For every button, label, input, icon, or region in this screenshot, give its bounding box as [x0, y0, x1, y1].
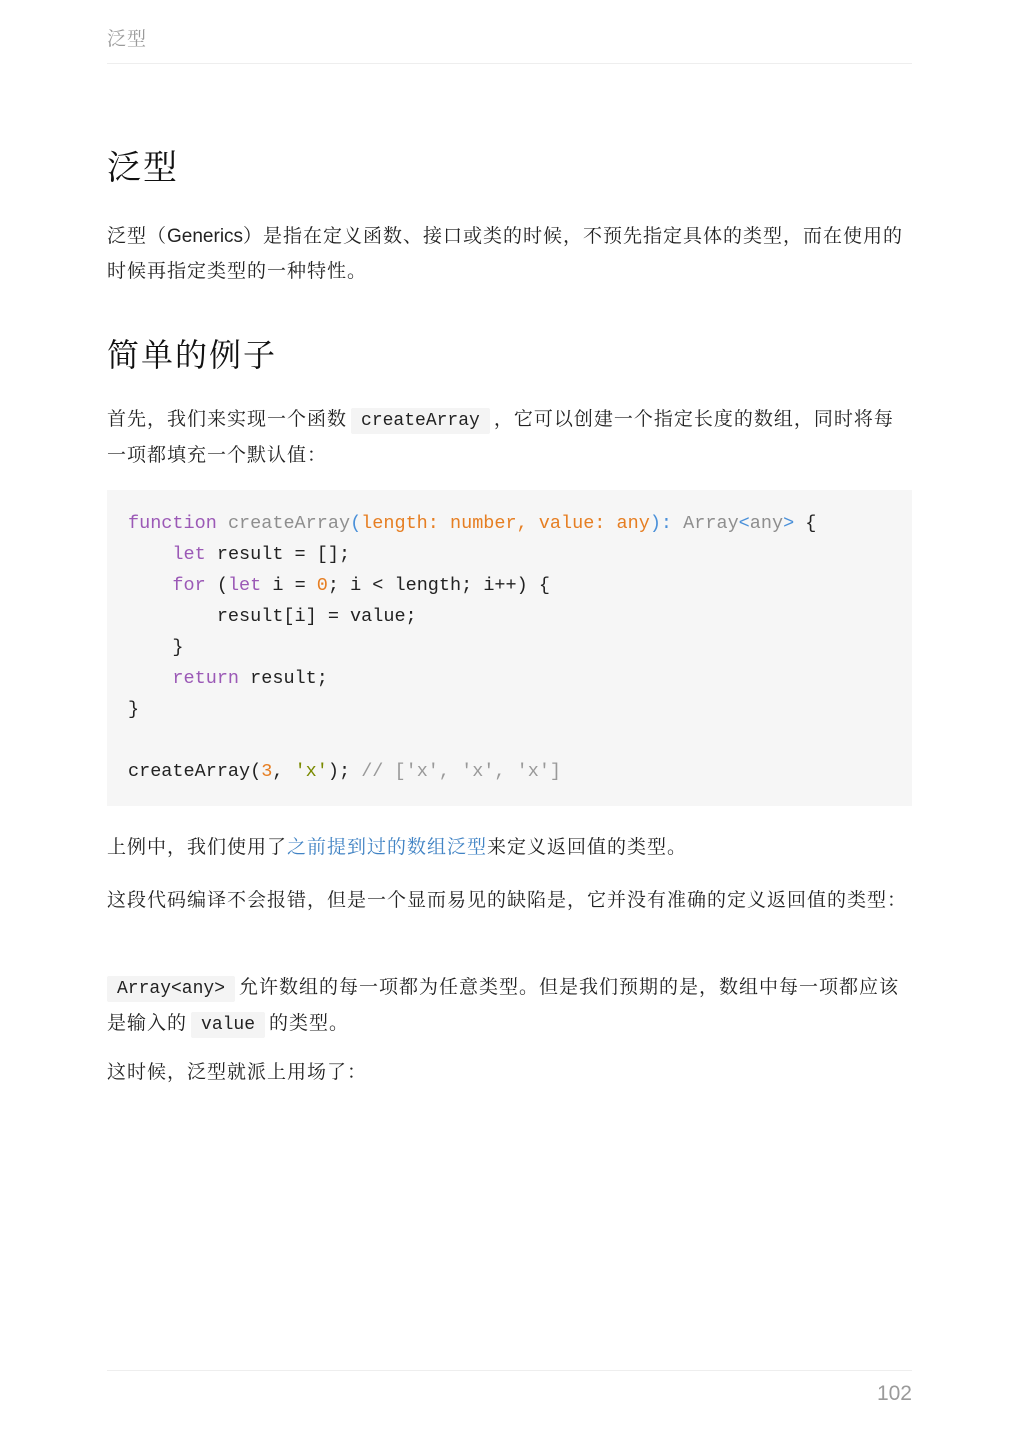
code-keyword: let [227, 575, 262, 596]
code-text: ; i < length; i++) { [327, 575, 550, 596]
code-indent [128, 575, 172, 596]
code-text: , [272, 761, 295, 782]
p2-text-start: 上例中，我们使用了 [107, 836, 288, 858]
code-generic-type: any [749, 513, 784, 534]
code-text: ( [205, 575, 228, 596]
code-keyword: for [172, 575, 206, 596]
page-number: 102 [876, 1382, 912, 1405]
code-number: 3 [261, 761, 273, 782]
code-punct: ): [649, 513, 673, 534]
p4-text-mid: 允许数组的每一项都为任意类型。但是我们预期的是，数组中每一项都应该是输入的 [107, 976, 900, 1034]
running-header: 泛型 [107, 28, 148, 50]
intro-text-end: ）是指在定义函数、接口或类的时候，不预先指定具体的类型，而在使用的时候再指定类型的一种特性。 [107, 225, 904, 282]
paragraph-create-array [107, 402, 912, 472]
code-function-name: createArray [227, 513, 351, 534]
code-comment: // ['x', 'x', 'x'] [361, 761, 562, 782]
code-line-4: result[i] = value; [128, 606, 417, 627]
code-keyword: return [172, 668, 240, 689]
intro-text-start: 泛型（ [107, 225, 168, 247]
p1-text-end: ，它可以创建一个指定长度的数组，同时将每一项都填充一个默认值： [107, 408, 894, 466]
code-line-3 [128, 570, 891, 601]
section-title: 泛型 [107, 148, 179, 188]
code-text: result = []; [205, 544, 351, 565]
code-punct: < [738, 513, 750, 534]
code-line-2 [128, 539, 891, 570]
footer-divider [107, 1370, 912, 1371]
code-text: result; [239, 668, 328, 689]
code-indent [128, 544, 172, 565]
code-string: 'x' [294, 761, 328, 782]
inline-code-createArray: createArray [351, 408, 490, 434]
code-line-1 [128, 508, 891, 539]
code-text: createArray( [128, 761, 262, 782]
code-line-9 [128, 756, 891, 787]
code-keyword: function [128, 513, 217, 534]
paragraph-array-generic [107, 830, 912, 864]
intro-paragraph [107, 219, 912, 288]
code-text: ); [327, 761, 362, 782]
array-generic-link[interactable]: 之前提到过的数组泛型 [287, 836, 488, 858]
intro-term: Generics [167, 226, 244, 247]
p1-text-start: 首先，我们来实现一个函数 [107, 408, 348, 430]
code-indent [128, 668, 172, 689]
subsection-title: 简单的例子 [107, 336, 278, 374]
code-brace: { [794, 513, 817, 534]
header-divider [107, 63, 912, 64]
code-line-7: } [128, 699, 140, 720]
inline-code-value: value [191, 1012, 265, 1038]
code-params: length: number, value: any [361, 513, 650, 534]
code-line-5: } [128, 637, 184, 658]
code-line-8 [128, 725, 891, 756]
paragraph-array-any [107, 970, 912, 1042]
code-punct: ( [350, 513, 362, 534]
code-number: 0 [316, 575, 328, 596]
paragraph-generics-help: 这时候，泛型就派上用场了： [107, 1061, 368, 1083]
inline-code-array-any: Array<any> [107, 976, 235, 1002]
p2-text-end: 来定义返回值的类型。 [487, 836, 688, 858]
p4-text-end: 的类型。 [269, 1012, 350, 1034]
paragraph-defect: 这段代码编译不会报错，但是一个显而易见的缺陷是，它并没有准确的定义返回值的类型： [107, 889, 908, 911]
code-text: i = [261, 575, 317, 596]
code-punct: > [783, 513, 795, 534]
code-keyword: let [172, 544, 206, 565]
code-line-6 [128, 663, 891, 694]
code-block [107, 490, 912, 806]
code-return-type: Array [683, 513, 739, 534]
